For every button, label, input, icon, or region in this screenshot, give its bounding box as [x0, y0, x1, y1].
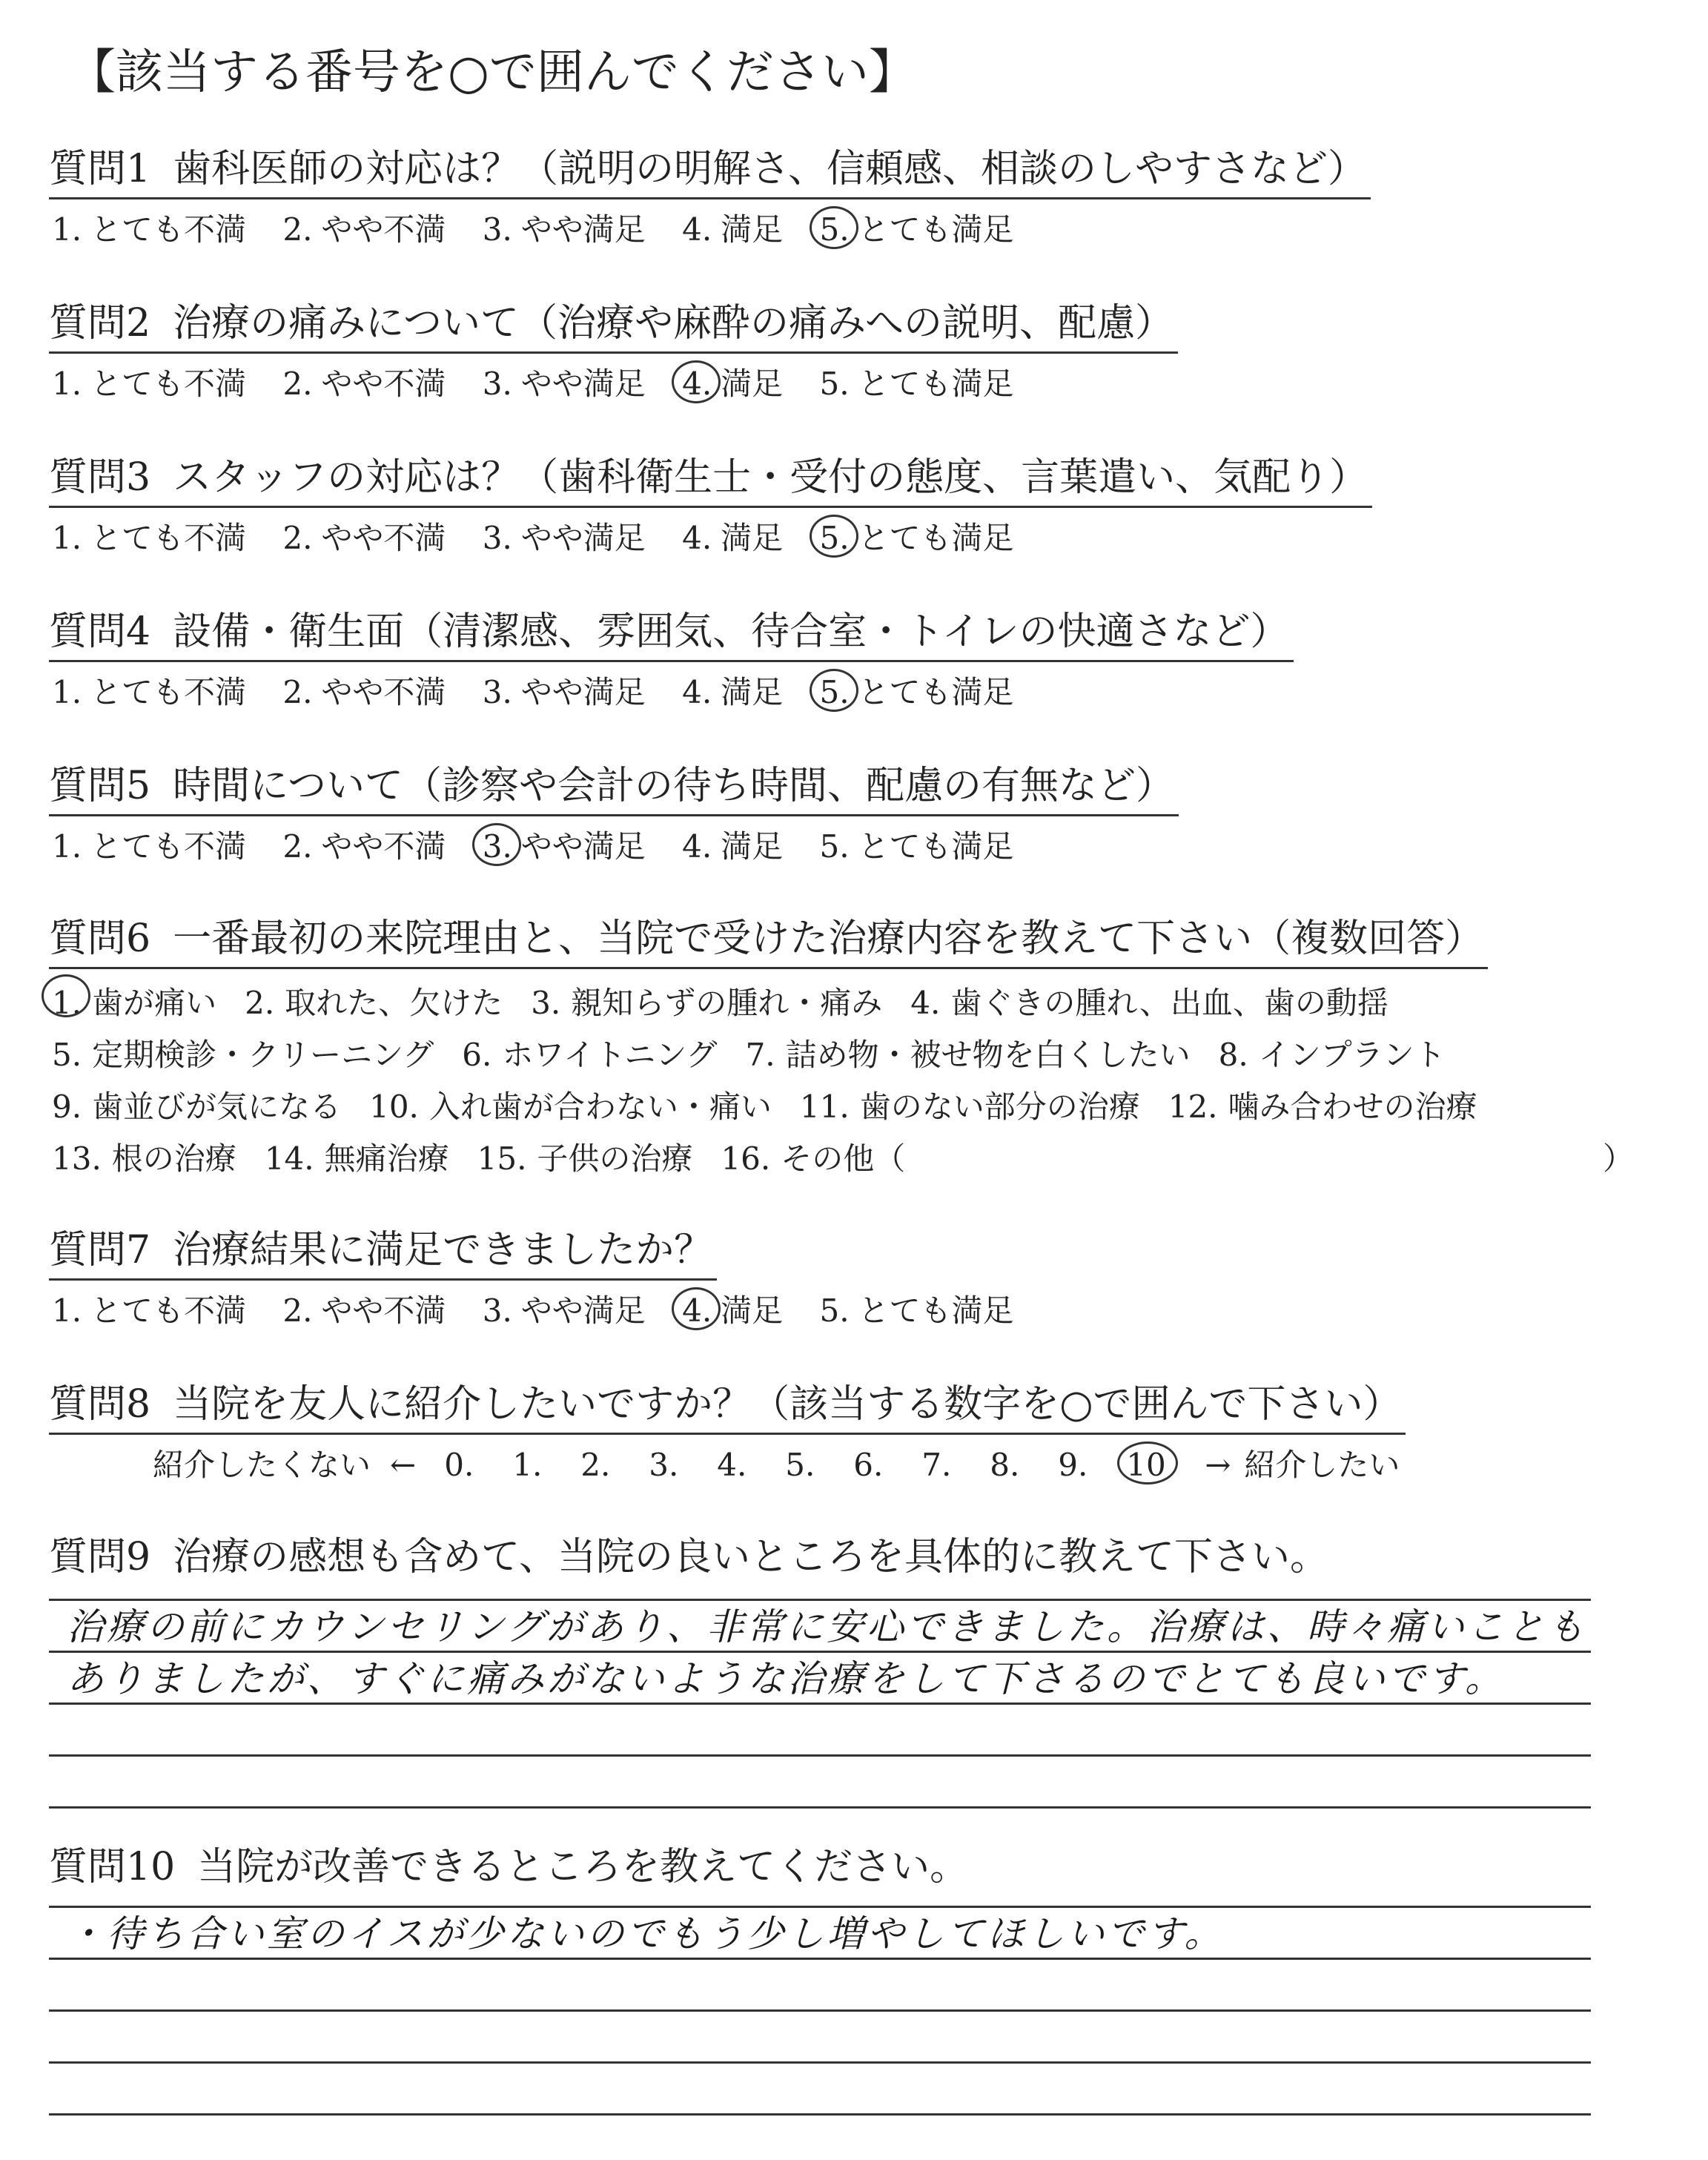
question-1-choices	[52, 209, 1041, 251]
selection-circle	[672, 360, 721, 403]
q6-choice-1[interactable]: 1. 歯が痛い	[52, 977, 216, 1029]
question-4-number: 質問4	[49, 610, 151, 654]
q6-choice-13[interactable]: 13. 根の治療	[52, 1140, 236, 1177]
q6-choice-9[interactable]: 9. 歯並びが気になる	[52, 1089, 342, 1125]
question-6-title	[49, 911, 1488, 969]
q6-line-1	[52, 977, 1506, 1029]
q6-choice-10[interactable]: 10. 入れ歯が合わない・痛い	[369, 1089, 772, 1125]
question-2-choices	[52, 363, 1041, 405]
q6-choice-6[interactable]: 6. ホワイトニング	[462, 1037, 718, 1073]
choice-3[interactable]: 3. やや満足	[482, 366, 646, 402]
choice-3[interactable]: 3. やや満足	[482, 520, 646, 556]
q6-choice-4[interactable]: 4. 歯ぐきの腫れ、出血、歯の動揺	[910, 985, 1388, 1021]
answer-rule	[49, 2061, 1591, 2064]
question-7-choices	[52, 1290, 1041, 1332]
choice-4[interactable]: 4. 満足	[682, 363, 783, 405]
scale-point-10[interactable]: 10	[1126, 1444, 1194, 1486]
selection-circle	[1117, 1441, 1178, 1484]
scale-point-3[interactable]: 3.	[649, 1447, 679, 1483]
answer-rule	[49, 1702, 1591, 1705]
choice-1[interactable]: 1. とても不満	[52, 211, 247, 248]
answer-rule	[49, 2009, 1591, 2012]
choice-4[interactable]: 4. 満足	[682, 828, 784, 865]
scale-point-1[interactable]: 1.	[512, 1447, 543, 1483]
question-6-number: 質問6	[49, 916, 151, 961]
question-9-title	[49, 1529, 1328, 1585]
other-close-paren: ）	[1603, 1140, 1635, 1177]
choice-2[interactable]: 2. やや不満	[282, 520, 446, 556]
selection-circle	[810, 206, 858, 249]
choice-3[interactable]: 3. やや満足	[483, 826, 646, 868]
arrow-left-icon: ←	[390, 1447, 417, 1483]
scale-point-7[interactable]: 7.	[921, 1447, 952, 1483]
scale-point-0[interactable]: 0.	[444, 1447, 474, 1483]
question-3-title	[49, 449, 1372, 508]
q6-line-3	[52, 1081, 1506, 1133]
page-title: 【該当する番号を○で囲んでください】	[68, 45, 916, 100]
choice-2[interactable]: 2. やや不満	[282, 674, 446, 710]
q6-choice-7[interactable]: 7. 詰め物・被せ物を白くしたい	[745, 1037, 1191, 1073]
choice-3[interactable]: 3. やや満足	[482, 211, 646, 248]
choice-2[interactable]: 2. やや不満	[282, 366, 446, 402]
choice-1[interactable]: 1. とても不満	[52, 674, 247, 710]
choice-1[interactable]: 1. とても不満	[52, 520, 247, 556]
answer-rule	[49, 1806, 1591, 1809]
choice-2[interactable]: 2. やや不満	[282, 1292, 446, 1329]
choice-5[interactable]: 5. とても満足	[819, 366, 1014, 402]
scale-point-6[interactable]: 6.	[853, 1447, 884, 1483]
answer-rule	[49, 1958, 1591, 1960]
q6-choice-14[interactable]: 14. 無痛治療	[264, 1140, 449, 1177]
question-2-title	[49, 295, 1178, 354]
question-3-number: 質問3	[49, 455, 151, 500]
question-4-title	[49, 604, 1294, 662]
q6-line-4	[52, 1133, 1635, 1185]
choice-4[interactable]: 4. 満足	[682, 520, 784, 556]
choice-5[interactable]: 5. とても満足	[820, 209, 1014, 251]
scale-point-4[interactable]: 4.	[717, 1447, 747, 1483]
question-7-title	[49, 1222, 717, 1281]
q9-answer-line-1: 治療の前にカウンセリングがあり、非常に安心できました。治療は、時々痛いことも	[67, 1605, 1587, 1648]
choice-5[interactable]: 5. とても満足	[820, 672, 1014, 713]
choice-4[interactable]: 4. 満足	[682, 674, 784, 710]
question-7-number: 質問7	[49, 1228, 151, 1272]
question-3-choices	[52, 518, 1041, 559]
question-10-number: 質問10	[49, 1845, 176, 1889]
choice-1[interactable]: 1. とても不満	[52, 366, 247, 402]
choice-5[interactable]: 5. とても満足	[819, 1292, 1014, 1329]
choice-3[interactable]: 3. やや満足	[482, 1292, 646, 1329]
choice-1[interactable]: 1. とても不満	[52, 828, 247, 865]
answer-rule	[49, 2113, 1591, 2116]
choice-3[interactable]: 3. やや満足	[482, 674, 646, 710]
question-6-choices	[52, 977, 1635, 1185]
question-1-title	[49, 141, 1371, 199]
answer-rule	[49, 1906, 1591, 1908]
choice-5[interactable]: 5. とても満足	[820, 518, 1014, 559]
question-5-text: 時間について（診察や会計の待ち時間、配慮の有無など）	[173, 764, 1175, 808]
question-8-text: 当院を友人に紹介したいですか？（該当する数字を○で囲んで下さい）	[173, 1382, 1402, 1427]
choice-1[interactable]: 1. とても不満	[52, 1292, 247, 1329]
q6-line-2	[52, 1029, 1506, 1081]
q9-answer-line-2: ありましたが、すぐに痛みがないような治療をして下さるのでとても良いです。	[67, 1657, 1505, 1700]
selection-circle	[810, 669, 858, 712]
answer-rule	[49, 1651, 1591, 1653]
q6-choice-2[interactable]: 2. 取れた、欠けた	[245, 985, 503, 1021]
question-1-text: 歯科医師の対応は？（説明の明解さ、信頼感、相談のしやすさなど）	[173, 147, 1367, 191]
recommend-scale	[153, 1444, 1400, 1486]
selection-circle	[810, 515, 858, 558]
q10-answer-line-1: ・待ち合い室のイスが少ないのでもう少し増やしてほしいです。	[67, 1912, 1225, 1955]
question-7-text: 治療結果に満足できましたか？	[173, 1228, 713, 1272]
question-5-number: 質問5	[49, 764, 151, 808]
q6-choice-15[interactable]: 15. 子供の治療	[477, 1140, 693, 1177]
q6-choice-5[interactable]: 5. 定期検診・クリーニング	[52, 1037, 434, 1073]
question-4-text: 設備・衛生面（清潔感、雰囲気、待合室・トイレの快適さなど）	[173, 610, 1289, 654]
answer-rule	[49, 1754, 1591, 1757]
q6-choice-16[interactable]: 16. その他（	[721, 1140, 906, 1177]
question-8-title	[49, 1376, 1406, 1435]
question-1-number: 質問1	[49, 147, 151, 191]
selection-circle	[672, 1287, 721, 1330]
question-10-text: 当院が改善できるところを教えてください。	[197, 1845, 969, 1889]
question-3-text: スタッフの対応は？（歯科衛生士・受付の態度、言葉遣い、気配り）	[173, 455, 1368, 500]
scale-point-2[interactable]: 2.	[580, 1447, 611, 1483]
question-9-text: 治療の感想も含めて、当院の良いところを具体的に教えて下さい。	[173, 1535, 1329, 1579]
question-5-choices	[52, 826, 1041, 868]
choice-2[interactable]: 2. やや不満	[282, 828, 446, 865]
arrow-right-icon: →	[1205, 1447, 1231, 1483]
scale-point-9[interactable]: 9.	[1058, 1447, 1088, 1483]
choice-4[interactable]: 4. 満足	[682, 211, 784, 248]
selection-circle	[42, 974, 90, 1017]
question-2-number: 質問2	[49, 301, 151, 346]
scale-right-label: 紹介したい	[1244, 1447, 1400, 1483]
question-6-text: 一番最初の来院理由と、当院で受けた治療内容を教えて下さい（複数回答）	[173, 916, 1484, 961]
choice-4[interactable]: 4. 満足	[682, 1290, 783, 1332]
question-4-choices	[52, 672, 1041, 713]
q6-choice-11[interactable]: 11. 歯のない部分の治療	[799, 1089, 1140, 1125]
question-5-title	[49, 758, 1179, 816]
choice-2[interactable]: 2. やや不満	[282, 211, 446, 248]
selection-circle	[472, 823, 521, 866]
question-2-text: 治療の痛みについて（治療や麻酔の痛みへの説明、配慮）	[173, 301, 1174, 346]
q6-choice-8[interactable]: 8. インプラント	[1218, 1037, 1446, 1073]
answer-rule	[49, 1599, 1591, 1601]
question-10-title	[49, 1839, 968, 1895]
scale-left-label: 紹介したくない	[153, 1447, 371, 1483]
choice-5[interactable]: 5. とても満足	[819, 828, 1014, 865]
q6-choice-12[interactable]: 12. 噛み合わせの治療	[1168, 1089, 1477, 1125]
question-8-number: 質問8	[49, 1382, 151, 1427]
q6-choice-3[interactable]: 3. 親知らずの腫れ・痛み	[531, 985, 883, 1021]
scale-point-8[interactable]: 8.	[990, 1447, 1020, 1483]
question-9-number: 質問9	[49, 1535, 151, 1579]
scale-point-5[interactable]: 5.	[785, 1447, 815, 1483]
